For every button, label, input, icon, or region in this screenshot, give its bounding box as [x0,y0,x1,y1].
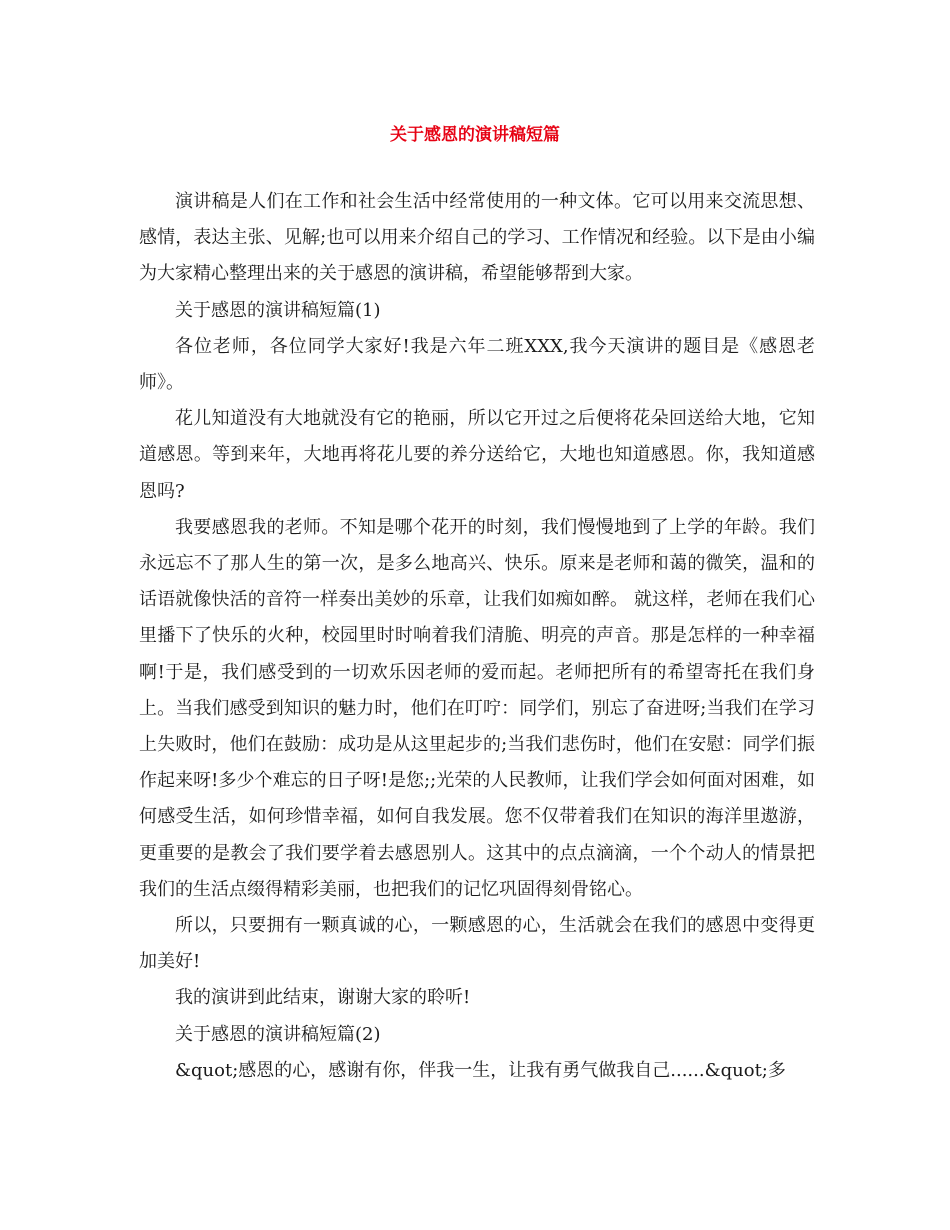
intro-paragraph: 演讲稿是人们在工作和社会生活中经常使用的一种文体。它可以用来交流思想、感情，表达主张、见解;也可以用来介绍自己的学习、工作情况和经验。以下是由小编为大家精心整理出来的关于感恩的演讲稿，希望能够帮到大家。 [139,191,815,285]
document-title: 关于感恩的演讲稿短篇 [390,125,560,145]
greeting-paragraph: 各位老师，各位同学大家好!我是六年二班XXX,我今天演讲的题目是《感恩老师》。 [139,335,815,394]
document-body [139,184,815,1089]
closing-paragraph: 我的演讲到此结束，谢谢大家的聆听! [175,987,471,1009]
flower-paragraph: 花儿知道没有大地就没有它的艳丽，所以它开过之后便将花朵回送给大地，它知道感恩。等到来年，大地再将花儿要的养分送给它，大地也知道感恩。你，我知道感恩吗? [139,408,815,502]
section-heading-1: 关于感恩的演讲稿短篇(1) [175,299,381,321]
teacher-paragraph: 我要感恩我的老师。不知是哪个花开的时刻，我们慢慢地到了上学的年龄。我们永远忘不了那人生的第一次，是多么地高兴、快乐。原来是老师和蔼的微笑，温和的话语就像快活的音符一样奏出美妙的乐章，让我们如痴如醉。 就这样，老师在我们心里播下了快乐的火种，校园里时时响着我们清脆、明亮的声音。那是怎样的一种幸福啊!于是，我们感受到的一切欢乐因老师的爱而起。老师把所有的希望寄托在我们身上。当我们感受到知识的魅力时，他们在叮咛：同学们，别忘了奋进呀;当我们在学习上失败时，他们在鼓励：成功是从这里起步的;当我们悲伤时，他们在安慰：同学们振作起来呀!多少个难忘的日子呀!是您;;光荣的人民教师，让我们学会如何面对困难，如何感受生活，如何珍惜幸福，如何自我发展。您不仅带着我们在知识的海洋里遨游，更重要的是教会了我们要学着去感恩别人。这其中的点点滴滴，一个个动人的情景把我们的生活点缀得精彩美丽，也把我们的记忆巩固得刻骨铭心。 [139,516,815,900]
conclusion-paragraph: 所以，只要拥有一颗真诚的心，一颗感恩的心，生活就会在我们的感恩中变得更加美好! [139,915,815,973]
section-2-opening-paragraph: &quot;感恩的心，感谢有你，伴我一生，让我有勇气做我自己......&quot;多 [175,1059,786,1081]
section-heading-2: 关于感恩的演讲稿短篇(2) [175,1023,381,1045]
